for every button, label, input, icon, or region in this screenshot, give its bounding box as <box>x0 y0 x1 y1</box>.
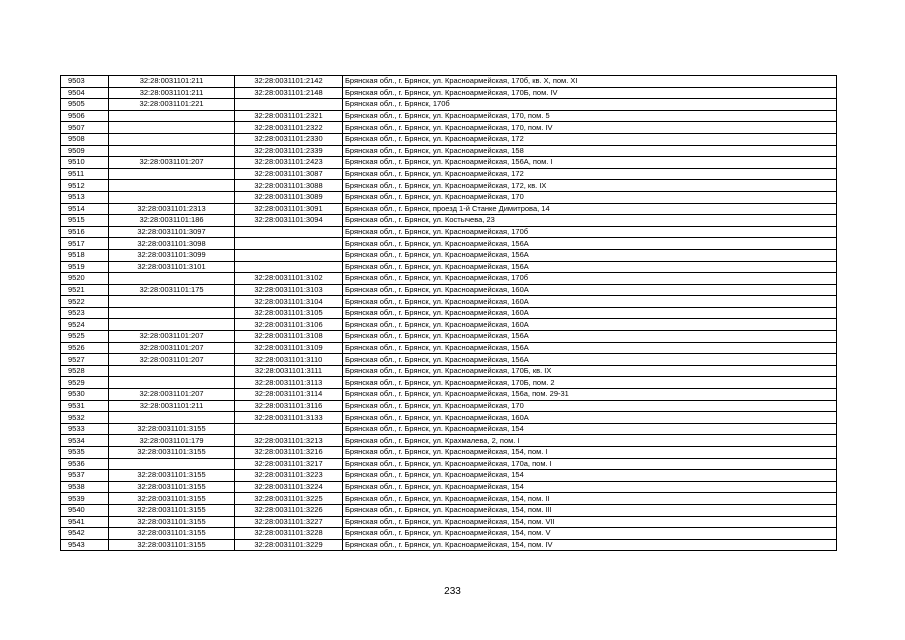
address-cell: Брянская обл., г. Брянск, ул. Красноармейская, 154, пом. III <box>343 504 837 516</box>
table-row <box>61 226 837 238</box>
address-cell: Брянская обл., г. Брянск, ул. Красноармейская, 154 <box>343 481 837 493</box>
row-number-cell: 9530 <box>61 389 109 401</box>
cadastral-number-cell: 32:28:0031101:3103 <box>235 284 343 296</box>
parent-cadastral-number-cell <box>109 319 235 331</box>
row-number-cell: 9503 <box>61 76 109 88</box>
address-cell: Брянская обл., г. Брянск, ул. Красноармейская, 160А <box>343 296 837 308</box>
table-row <box>61 133 837 145</box>
cadastral-number-cell: 32:28:0031101:3111 <box>235 365 343 377</box>
cadastral-number-cell: 32:28:0031101:3106 <box>235 319 343 331</box>
row-number-cell: 9517 <box>61 238 109 250</box>
parent-cadastral-number-cell: 32:28:0031101:3155 <box>109 528 235 540</box>
table-row <box>61 458 837 470</box>
parent-cadastral-number-cell: 32:28:0031101:3101 <box>109 261 235 273</box>
parent-cadastral-number-cell <box>109 110 235 122</box>
table-row <box>61 412 837 424</box>
cadastral-number-cell: 32:28:0031101:2142 <box>235 76 343 88</box>
address-cell: Брянская обл., г. Брянск, ул. Красноармейская, 160А <box>343 307 837 319</box>
row-number-cell: 9542 <box>61 528 109 540</box>
cadastral-number-cell: 32:28:0031101:3224 <box>235 481 343 493</box>
address-cell: Брянская обл., г. Брянск, ул. Красноармейская, 160А <box>343 319 837 331</box>
row-number-cell: 9509 <box>61 145 109 157</box>
cadastral-number-cell: 32:28:0031101:2321 <box>235 110 343 122</box>
address-cell: Брянская обл., г. Брянск, ул. Красноармейская, 170б, кв. X, пом. XI <box>343 76 837 88</box>
address-cell: Брянская обл., г. Брянск, ул. Красноармейская, 160А <box>343 284 837 296</box>
registry-table <box>60 75 837 551</box>
cadastral-number-cell: 32:28:0031101:3114 <box>235 389 343 401</box>
address-cell: Брянская обл., г. Брянск, ул. Красноармейская, 170 <box>343 400 837 412</box>
row-number-cell: 9504 <box>61 87 109 99</box>
parent-cadastral-number-cell <box>109 191 235 203</box>
table-row <box>61 238 837 250</box>
cadastral-number-cell: 32:28:0031101:3217 <box>235 458 343 470</box>
cadastral-number-cell: 32:28:0031101:3108 <box>235 331 343 343</box>
cadastral-number-cell: 32:28:0031101:3213 <box>235 435 343 447</box>
table-row <box>61 191 837 203</box>
cadastral-number-cell: 32:28:0031101:3226 <box>235 504 343 516</box>
row-number-cell: 9537 <box>61 470 109 482</box>
address-cell: Брянская обл., г. Брянск, ул. Красноармейская, 170, пом. 5 <box>343 110 837 122</box>
table-row <box>61 180 837 192</box>
address-cell: Брянская обл., г. Брянск, ул. Красноармейская, 156А <box>343 342 837 354</box>
table-row <box>61 400 837 412</box>
cadastral-number-cell: 32:28:0031101:3094 <box>235 215 343 227</box>
table-row <box>61 342 837 354</box>
parent-cadastral-number-cell <box>109 307 235 319</box>
row-number-cell: 9539 <box>61 493 109 505</box>
parent-cadastral-number-cell <box>109 122 235 134</box>
row-number-cell: 9535 <box>61 447 109 459</box>
parent-cadastral-number-cell: 32:28:0031101:3099 <box>109 249 235 261</box>
address-cell: Брянская обл., г. Брянск, ул. Красноармейская, 156А <box>343 238 837 250</box>
table-row <box>61 296 837 308</box>
parent-cadastral-number-cell <box>109 296 235 308</box>
cadastral-number-cell: 32:28:0031101:2339 <box>235 145 343 157</box>
row-number-cell: 9518 <box>61 249 109 261</box>
address-cell: Брянская обл., г. Брянск, ул. Красноармейская, 154 <box>343 423 837 435</box>
parent-cadastral-number-cell: 32:28:0031101:207 <box>109 157 235 169</box>
address-cell: Брянская обл., г. Брянск, ул. Костычева, 23 <box>343 215 837 227</box>
table-row <box>61 504 837 516</box>
row-number-cell: 9512 <box>61 180 109 192</box>
address-cell: Брянская обл., г. Брянск, ул. Красноармейская, 172, кв. IX <box>343 180 837 192</box>
page-number: 233 <box>444 586 461 597</box>
parent-cadastral-number-cell: 32:28:0031101:207 <box>109 331 235 343</box>
parent-cadastral-number-cell: 32:28:0031101:3155 <box>109 423 235 435</box>
row-number-cell: 9508 <box>61 133 109 145</box>
parent-cadastral-number-cell <box>109 273 235 285</box>
table-row <box>61 331 837 343</box>
row-number-cell: 9511 <box>61 168 109 180</box>
table-row <box>61 447 837 459</box>
cadastral-number-cell: 32:28:0031101:3089 <box>235 191 343 203</box>
table-row <box>61 481 837 493</box>
address-cell: Брянская обл., г. Брянск, ул. Красноармейская, 154, пом. II <box>343 493 837 505</box>
address-cell: Брянская обл., г. Брянск, ул. Красноармейская, 154, пом. V <box>343 528 837 540</box>
cadastral-number-cell: 32:28:0031101:2330 <box>235 133 343 145</box>
table-row <box>61 365 837 377</box>
row-number-cell: 9522 <box>61 296 109 308</box>
table-row <box>61 423 837 435</box>
row-number-cell: 9527 <box>61 354 109 366</box>
table-row <box>61 377 837 389</box>
address-cell: Брянская обл., г. Брянск, ул. Красноармейская, 154, пом. I <box>343 447 837 459</box>
cadastral-number-cell <box>235 226 343 238</box>
address-cell: Брянская обл., г. Брянск, ул. Красноармейская, 154, пом. IV <box>343 539 837 551</box>
address-cell: Брянская обл., г. Брянск, ул. Красноармейская, 156А <box>343 331 837 343</box>
address-cell: Брянская обл., г. Брянск, ул. Красноармейская, 170, пом. IV <box>343 122 837 134</box>
cadastral-number-cell: 32:28:0031101:3116 <box>235 400 343 412</box>
cadastral-number-cell: 32:28:0031101:3225 <box>235 493 343 505</box>
cadastral-number-cell <box>235 238 343 250</box>
row-number-cell: 9524 <box>61 319 109 331</box>
row-number-cell: 9528 <box>61 365 109 377</box>
row-number-cell: 9540 <box>61 504 109 516</box>
row-number-cell: 9533 <box>61 423 109 435</box>
cadastral-number-cell: 32:28:0031101:2322 <box>235 122 343 134</box>
cadastral-number-cell: 32:28:0031101:3223 <box>235 470 343 482</box>
row-number-cell: 9510 <box>61 157 109 169</box>
parent-cadastral-number-cell: 32:28:0031101:3155 <box>109 447 235 459</box>
table-row <box>61 354 837 366</box>
cadastral-number-cell: 32:28:0031101:3227 <box>235 516 343 528</box>
registry-table-body <box>61 76 837 551</box>
cadastral-number-cell: 32:28:0031101:3133 <box>235 412 343 424</box>
address-cell: Брянская обл., г. Брянск, ул. Красноармейская, 156А <box>343 249 837 261</box>
address-cell: Брянская обл., г. Брянск, ул. Красноармейская, 158 <box>343 145 837 157</box>
address-cell: Брянская обл., г. Брянск, ул. Красноармейская, 154 <box>343 470 837 482</box>
cadastral-number-cell <box>235 261 343 273</box>
row-number-cell: 9519 <box>61 261 109 273</box>
cadastral-number-cell: 32:28:0031101:3109 <box>235 342 343 354</box>
parent-cadastral-number-cell: 32:28:0031101:3155 <box>109 504 235 516</box>
parent-cadastral-number-cell: 32:28:0031101:3155 <box>109 493 235 505</box>
row-number-cell: 9507 <box>61 122 109 134</box>
table-row <box>61 284 837 296</box>
table-row <box>61 76 837 88</box>
address-cell: Брянская обл., г. Брянск, ул. Красноармейская, 172 <box>343 133 837 145</box>
address-cell: Брянская обл., г. Брянск, ул. Красноармейская, 172 <box>343 168 837 180</box>
parent-cadastral-number-cell: 32:28:0031101:3155 <box>109 470 235 482</box>
table-row <box>61 110 837 122</box>
table-row <box>61 516 837 528</box>
parent-cadastral-number-cell <box>109 365 235 377</box>
parent-cadastral-number-cell: 32:28:0031101:3097 <box>109 226 235 238</box>
cadastral-number-cell: 32:28:0031101:3102 <box>235 273 343 285</box>
address-cell: Брянская обл., г. Брянск, ул. Красноармейская, 156А <box>343 261 837 273</box>
cadastral-number-cell: 32:28:0031101:2148 <box>235 87 343 99</box>
row-number-cell: 9506 <box>61 110 109 122</box>
cadastral-number-cell: 32:28:0031101:3104 <box>235 296 343 308</box>
address-cell: Брянская обл., г. Брянск, ул. Красноармейская, 170 <box>343 191 837 203</box>
address-cell: Брянская обл., г. Брянск, ул. Красноармейская, 170б <box>343 226 837 238</box>
cadastral-number-cell: 32:28:0031101:3088 <box>235 180 343 192</box>
parent-cadastral-number-cell <box>109 145 235 157</box>
table-row <box>61 87 837 99</box>
cadastral-number-cell <box>235 99 343 111</box>
row-number-cell: 9531 <box>61 400 109 412</box>
table-row <box>61 261 837 273</box>
address-cell: Брянская обл., г. Брянск, 170б <box>343 99 837 111</box>
parent-cadastral-number-cell <box>109 377 235 389</box>
address-cell: Брянская обл., г. Брянск, ул. Красноармейская, 154, пом. VII <box>343 516 837 528</box>
parent-cadastral-number-cell <box>109 458 235 470</box>
parent-cadastral-number-cell: 32:28:0031101:221 <box>109 99 235 111</box>
parent-cadastral-number-cell: 32:28:0031101:3155 <box>109 539 235 551</box>
parent-cadastral-number-cell: 32:28:0031101:179 <box>109 435 235 447</box>
row-number-cell: 9532 <box>61 412 109 424</box>
table-row <box>61 249 837 261</box>
row-number-cell: 9513 <box>61 191 109 203</box>
table-row <box>61 145 837 157</box>
address-cell: Брянская обл., г. Брянск, ул. Красноармейская, 170а, пом. I <box>343 458 837 470</box>
cadastral-number-cell: 32:28:0031101:3229 <box>235 539 343 551</box>
parent-cadastral-number-cell: 32:28:0031101:186 <box>109 215 235 227</box>
parent-cadastral-number-cell: 32:28:0031101:211 <box>109 87 235 99</box>
parent-cadastral-number-cell <box>109 168 235 180</box>
table-row <box>61 493 837 505</box>
address-cell: Брянская обл., г. Брянск, ул. Красноармейская, 170Б, пом. 2 <box>343 377 837 389</box>
row-number-cell: 9523 <box>61 307 109 319</box>
cadastral-number-cell <box>235 249 343 261</box>
parent-cadastral-number-cell: 32:28:0031101:175 <box>109 284 235 296</box>
row-number-cell: 9534 <box>61 435 109 447</box>
address-cell: Брянская обл., г. Брянск, ул. Красноармейская, 170Б, кв. IX <box>343 365 837 377</box>
table-row <box>61 470 837 482</box>
row-number-cell: 9505 <box>61 99 109 111</box>
row-number-cell: 9536 <box>61 458 109 470</box>
row-number-cell: 9525 <box>61 331 109 343</box>
row-number-cell: 9529 <box>61 377 109 389</box>
parent-cadastral-number-cell <box>109 133 235 145</box>
parent-cadastral-number-cell <box>109 412 235 424</box>
address-cell: Брянская обл., г. Брянск, ул. Красноармейская, 160А <box>343 412 837 424</box>
table-row <box>61 215 837 227</box>
cadastral-number-cell: 32:28:0031101:2423 <box>235 157 343 169</box>
table-row <box>61 528 837 540</box>
address-cell: Брянская обл., г. Брянск, ул. Красноармейская, 156а, пом. 29-31 <box>343 389 837 401</box>
row-number-cell: 9520 <box>61 273 109 285</box>
row-number-cell: 9543 <box>61 539 109 551</box>
parent-cadastral-number-cell: 32:28:0031101:3098 <box>109 238 235 250</box>
parent-cadastral-number-cell: 32:28:0031101:3155 <box>109 481 235 493</box>
address-cell: Брянская обл., г. Брянск, ул. Красноармейская, 170б <box>343 273 837 285</box>
row-number-cell: 9521 <box>61 284 109 296</box>
row-number-cell: 9516 <box>61 226 109 238</box>
row-number-cell: 9526 <box>61 342 109 354</box>
cadastral-number-cell <box>235 423 343 435</box>
cadastral-number-cell: 32:28:0031101:3091 <box>235 203 343 215</box>
cadastral-number-cell: 32:28:0031101:3105 <box>235 307 343 319</box>
parent-cadastral-number-cell: 32:28:0031101:2313 <box>109 203 235 215</box>
address-cell: Брянская обл., г. Брянск, ул. Крахмалева, 2, пом. I <box>343 435 837 447</box>
row-number-cell: 9538 <box>61 481 109 493</box>
address-cell: Брянская обл., г. Брянск, ул. Красноармейская, 156А, пом. I <box>343 157 837 169</box>
table-row <box>61 307 837 319</box>
parent-cadastral-number-cell: 32:28:0031101:3155 <box>109 516 235 528</box>
table-row <box>61 435 837 447</box>
address-cell: Брянская обл., г. Брянск, ул. Красноармейская, 156А <box>343 354 837 366</box>
cadastral-number-cell: 32:28:0031101:3110 <box>235 354 343 366</box>
table-row <box>61 168 837 180</box>
address-cell: Брянская обл., г. Брянск, ул. Красноармейская, 170Б, пом. IV <box>343 87 837 99</box>
parent-cadastral-number-cell: 32:28:0031101:211 <box>109 400 235 412</box>
row-number-cell: 9541 <box>61 516 109 528</box>
cadastral-number-cell: 32:28:0031101:3216 <box>235 447 343 459</box>
table-row <box>61 157 837 169</box>
table-row <box>61 389 837 401</box>
address-cell: Брянская обл., г. Брянск, проезд 1-й Станке Димитрова, 14 <box>343 203 837 215</box>
table-row <box>61 319 837 331</box>
cadastral-number-cell: 32:28:0031101:3087 <box>235 168 343 180</box>
parent-cadastral-number-cell <box>109 180 235 192</box>
table-row <box>61 99 837 111</box>
table-row <box>61 203 837 215</box>
cadastral-number-cell: 32:28:0031101:3113 <box>235 377 343 389</box>
row-number-cell: 9514 <box>61 203 109 215</box>
table-row <box>61 539 837 551</box>
table-row <box>61 273 837 285</box>
parent-cadastral-number-cell: 32:28:0031101:211 <box>109 76 235 88</box>
cadastral-number-cell: 32:28:0031101:3228 <box>235 528 343 540</box>
parent-cadastral-number-cell: 32:28:0031101:207 <box>109 342 235 354</box>
parent-cadastral-number-cell: 32:28:0031101:207 <box>109 354 235 366</box>
table-row <box>61 122 837 134</box>
parent-cadastral-number-cell: 32:28:0031101:207 <box>109 389 235 401</box>
row-number-cell: 9515 <box>61 215 109 227</box>
